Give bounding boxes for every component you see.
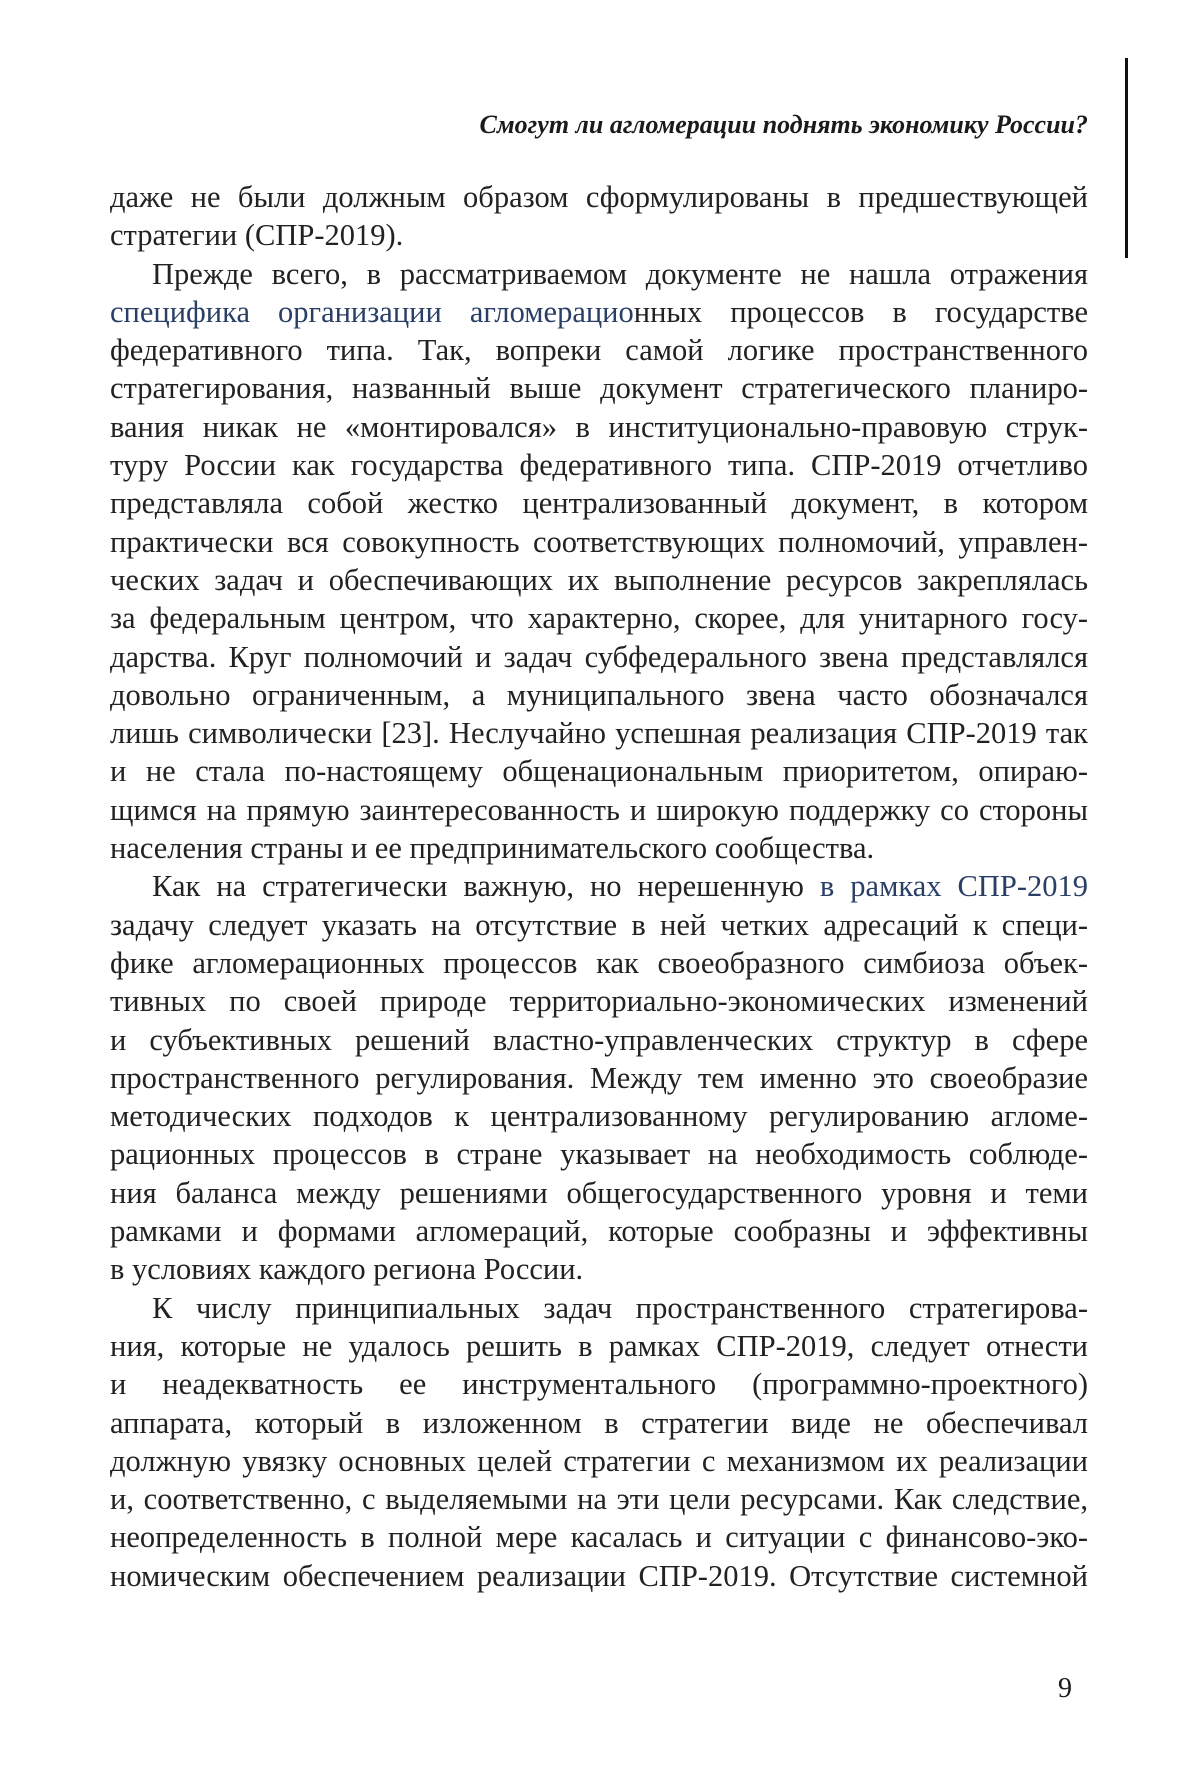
text-line: дарства. Круг полномочий и задач субфедерального звена представлялся [110, 639, 1088, 674]
text-line: и неадекватность ее инструментального (программно-проектного) [110, 1367, 1088, 1402]
page-edge-bar [1125, 58, 1128, 258]
text-line: и, соответственно, с выделяемыми на эти цели ресурсами. Как следствие, [110, 1482, 1088, 1517]
text-line: рационных процессов в стране указывает на необходимость соблюде- [110, 1137, 1088, 1172]
text-run: Как на стратегически важную, но нерешенную [152, 869, 820, 904]
text-line-with-link [110, 867, 1088, 905]
text-line: ческих задач и обеспечивающих их выполнение ресурсов закреплялась [110, 562, 1088, 597]
text-line: туру России как государства федеративного типа. СПР-2019 отчетливо [110, 448, 1088, 483]
text-line: вания никак не «монтировался» в институционально-правовую струк- [110, 409, 1088, 444]
text-line: практически вся совокупность соответствующих полномочий, управлен- [110, 524, 1088, 559]
text-line: тивных по своей природе территориально-экономических изменений [110, 984, 1088, 1019]
text-line: рамками и формами агломераций, которые сообразны и эффективны [110, 1214, 1088, 1249]
text-line: за федеральным центром, что характерно, скорее, для унитарного госу- [110, 601, 1088, 636]
text-line: фике агломерационных процессов как своеобразного симбиоза объек- [110, 945, 1088, 980]
text-line-with-link [110, 293, 1088, 331]
text-line: задачу следует указать на отсутствие в ней четких адресаций к специ- [110, 907, 1088, 942]
text-line: довольно ограниченным, а муниципального звена часто обозначался [110, 677, 1088, 712]
text-line: аппарата, который в изложенном в стратегии виде не обеспечивал [110, 1405, 1088, 1440]
text-line: и не стала по-настоящему общенациональным приоритетом, опираю- [110, 754, 1088, 789]
body-text [110, 178, 1088, 1595]
text-line: ния баланса между решениями общегосударственного уровня и теми [110, 1175, 1088, 1210]
text-line: номическим обеспечением реализации СПР-2019. Отсутствие системной [110, 1558, 1088, 1593]
running-header-title: Смогут ли агломерации поднять экономику России? [479, 110, 1088, 139]
text-line: представляла собой жестко централизованный документ, в котором [110, 486, 1088, 521]
text-line: должную увязку основных целей стратегии с механизмом их реализации [110, 1443, 1088, 1478]
text-line: Прежде всего, в рассматриваемом документе не нашла отражения [152, 256, 1088, 291]
inline-link[interactable]: в рамках СПР-2019 [819, 869, 1089, 904]
text-run: нных процессов в государстве [633, 294, 1088, 329]
text-line: федеративного типа. Так, вопреки самой логике пространственного [110, 333, 1088, 368]
text-line: методических подходов к централизованному регулированию агломе- [110, 1099, 1088, 1134]
text-line: и субъективных решений властно-управленческих структур в сфере [110, 1022, 1088, 1057]
text-line: стратегирования, названный выше документ стратегического планиро- [110, 371, 1088, 406]
text-line: стратегии (СПР-2019). [110, 218, 404, 253]
page-number: 9 [1058, 1673, 1072, 1704]
text-line: щимся на прямую заинтересованность и широкую поддержку со стороны [110, 792, 1088, 827]
inline-link[interactable]: специфика организации агломерацио [110, 294, 634, 329]
text-line: в условиях каждого региона России. [110, 1252, 584, 1287]
text-line: ния, которые не удалось решить в рамках СПР-2019, следует отнести [110, 1328, 1088, 1363]
text-line: лишь символически [23]. Неслучайно успешная реализация СПР-2019 так [110, 716, 1088, 751]
text-line: даже не были должным образом сформулированы в предшествующей [110, 180, 1088, 214]
text-line: населения страны и ее предпринимательского сообщества. [110, 831, 875, 866]
text-line: неопределенность в полной мере касалась и ситуации с финансово-эко- [110, 1520, 1088, 1555]
text-line: пространственного регулирования. Между тем именно это своеобразие [110, 1060, 1088, 1095]
text-line: К числу принципиальных задач пространственного стратегирова- [152, 1290, 1088, 1325]
